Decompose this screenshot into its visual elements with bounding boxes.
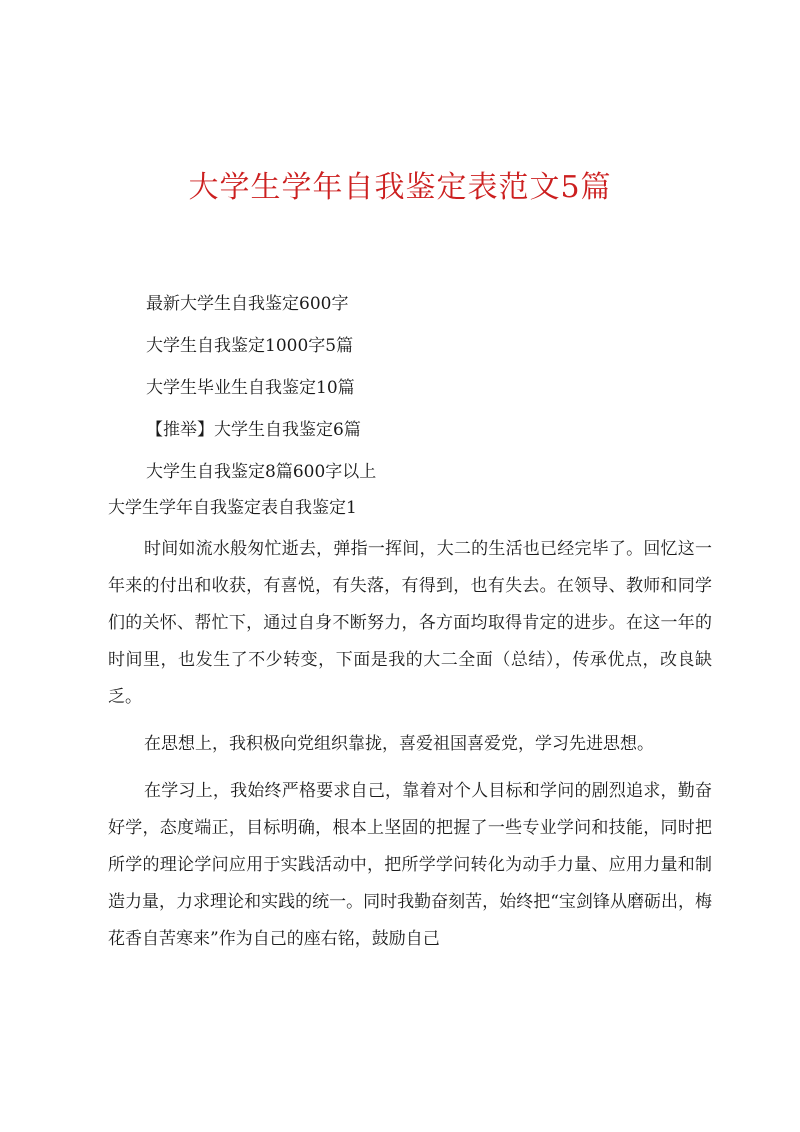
document-title: 大学生学年自我鉴定表范文5篇 <box>188 170 612 205</box>
related-article-link[interactable]: 最新大学生自我鉴定600字 <box>146 294 349 314</box>
body-paragraph: 在学习上，我始终严格要求自己，靠着对个人目标和学问的剧烈追求，勤奋好学，态度端正，目标明确，根本上坚固的把握了一些专业学问和技能，同时把所学的理论学问应用于实践活动中，把所学学问转化为动手力量、应用力量和制造力量，力求理论和实践的统一。同时我勤奋刻苦，始终把“宝剑锋从磨砺出，梅花香自苦寒来”作为自己的座右铭，鼓励自己 <box>108 781 712 949</box>
related-article-link[interactable]: 大学生毕业生自我鉴定10篇 <box>146 378 355 398</box>
related-article-link[interactable]: 【推举】大学生自我鉴定6篇 <box>146 420 361 440</box>
related-article-link[interactable]: 大学生自我鉴定1000字5篇 <box>146 336 354 356</box>
section-heading: 大学生学年自我鉴定表自我鉴定1 <box>108 498 357 518</box>
body-paragraph: 时间如流水般匆忙逝去，弹指一挥间，大二的生活也已经完毕了。回忆这一年来的付出和收获，有喜悦，有失落，有得到，也有失去。在领导、教师和同学们的关怀、帮忙下，通过自身不断努力，各方面均取得肯定的进步。在这一年的时间里，也发生了不少转变，下面是我的大二全面（总结），传承优点，改良缺乏。 <box>108 539 712 707</box>
related-articles-list <box>146 283 746 493</box>
body-text <box>108 531 712 968</box>
related-article-link[interactable]: 大学生自我鉴定8篇600字以上 <box>146 462 377 482</box>
body-paragraph: 在思想上，我积极向党组织靠拢，喜爱祖国喜爱党，学习先进思想。 <box>144 734 654 754</box>
